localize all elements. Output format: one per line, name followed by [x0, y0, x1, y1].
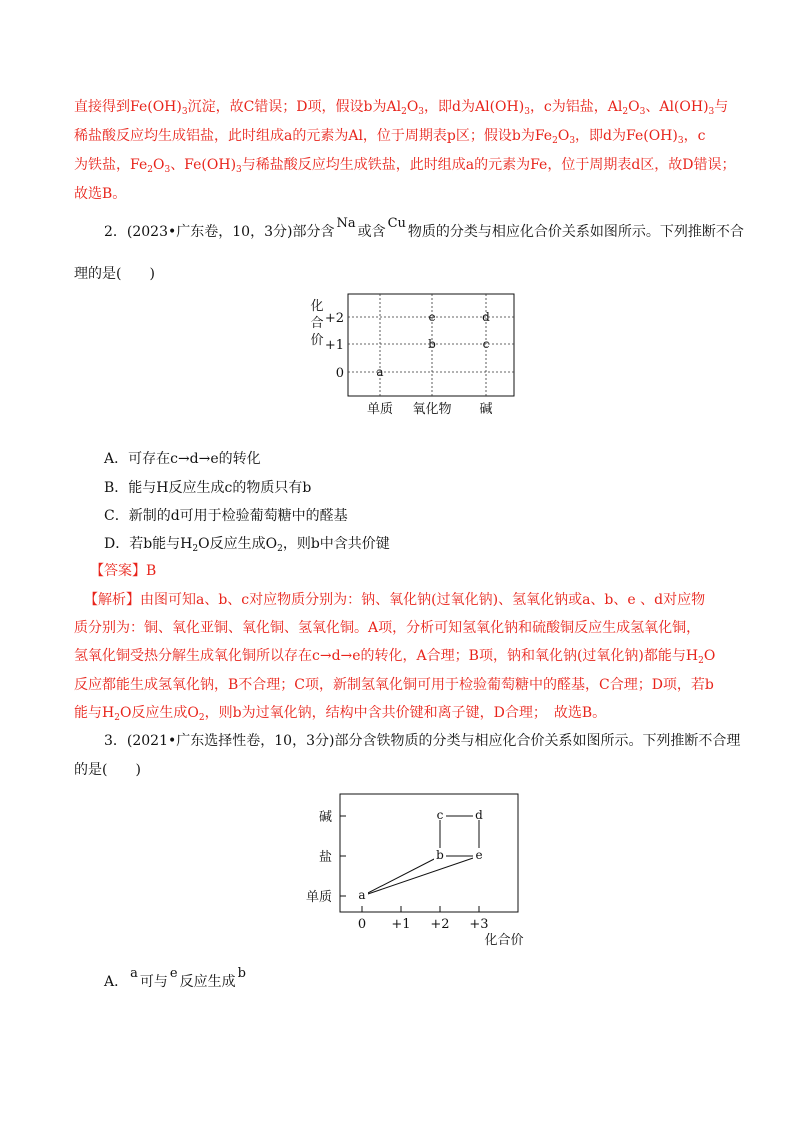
- q3-connection-line: [362, 856, 440, 896]
- q3-x-tick-label: 0: [357, 917, 367, 932]
- q2-analysis-2: 质分别为：铜、氧化亚铜、氧化铜、氢氧化铜。A项，分析可知氢氧化钠和硫酸铜反应生成氢氧化铜，: [74, 620, 701, 636]
- q2-point-b: b: [428, 337, 436, 351]
- q2-point-a: a: [376, 365, 384, 379]
- q2-x-tick-label: 单质: [366, 402, 394, 417]
- q2-y-axis-label-char: 合: [310, 316, 324, 331]
- q2-analysis-5: 能与$H_2O$反应生成$O_2$，则b为过氧化钠，结构中含共价键和离子键，D合理； 故选B。: [74, 705, 607, 723]
- analysis-line-1: 直接得到$Fe(OH)_3$沉淀，故C错误；D项，假设b为$Al_2O_3$，即d为$Al(OH)_3$，c为铝盐，$Al_2O_3$、$Al(OH)_3$与: [74, 99, 729, 117]
- q3-x-tick-label: +3: [469, 917, 489, 932]
- q2-option-c: C．新制的d可用于检验葡萄糖中的醛基: [104, 508, 348, 524]
- q3-x-tick-label: +2: [430, 917, 450, 932]
- q2-y-tick-label: +2: [324, 311, 344, 326]
- q3-stem-2: 的是( ): [74, 762, 141, 778]
- q2-x-tick-label: 碱: [479, 402, 493, 417]
- q3-y-tick-label: 单质: [305, 890, 332, 905]
- q2-point-e: e: [428, 310, 436, 324]
- q2-point-d: d: [482, 310, 490, 324]
- q2-stem-2: 理的是( ): [74, 266, 155, 282]
- q2-y-tick-label: 0: [335, 366, 344, 381]
- q2-analysis-4: 反应都能生成氢氧化钠，B不合理；C项，新制氢氧化铜可用于检验葡萄糖中的醛基，C合理；D项，若b: [74, 677, 714, 693]
- q2-y-axis-label-char: 价: [310, 333, 324, 348]
- q2-y-axis-label: [310, 299, 323, 348]
- q2-point-c: c: [482, 337, 490, 351]
- q3-point-b: b: [436, 848, 444, 862]
- q3-connection-line: [362, 856, 479, 896]
- q3-stem: 3．(2021•广东选择性卷，10，3分)部分含铁物质的分类与相应化合价关系如图所示。下列推断不合理: [104, 733, 741, 749]
- q2-y-tick-label: +1: [324, 338, 344, 353]
- q2-x-tick-label: 氧化物: [412, 402, 452, 417]
- q2-answer: 【答案】B: [90, 563, 157, 579]
- q2-analysis-3: 氢氧化铜受热分解生成氧化铜所以存在c→d→e的转化，A合理；B项，钠和氧化钠(过氧化钠)都能与$H_2O$: [74, 648, 716, 666]
- q3-x-tick-label: +1: [391, 917, 411, 932]
- q2-analysis-1: 【解析】由图可知a、b、c对应物质分别为：钠、氧化钠(过氧化钠)、氢氧化钠或a、b、e 、d对应物: [84, 592, 706, 608]
- q3-point-c: c: [436, 808, 444, 822]
- q3-y-tick-label: 盐: [318, 850, 332, 865]
- analysis-line-2: 稀盐酸反应均生成铝盐，此时组成a的元素为Al，位于周期表p区；假设b为$Fe_2O_3$，即d为$Fe(OH)_3$，c: [74, 128, 706, 146]
- q3-chart: [296, 786, 536, 956]
- q2-option-a: A．可存在c→d→e的转化: [104, 451, 261, 467]
- q3-y-tick-label: 碱: [318, 810, 332, 825]
- q2-option-b: B．能与H反应生成c的物质只有b: [104, 480, 312, 496]
- q3-option-a: A．a可与e反应生成b: [104, 966, 246, 990]
- q2-option-d: D．若b能与$H_2O$反应生成$O_2$，则b中含共价键: [104, 536, 390, 554]
- analysis-line-4: 故选B。: [74, 186, 127, 202]
- q2-chart: [290, 286, 530, 418]
- q2-stem: 2．(2023•广东卷，10，3分)部分含Na或含Cu物质的分类与相应化合价关系如图所示。下列推断不合: [104, 216, 744, 240]
- analysis-line-3: 为铁盐，$Fe_2O_3$、$Fe(OH)_3$与稀盐酸反应均生成铁盐，此时组成a的元素为Fe，位于周期表d区，故D错误；: [74, 157, 736, 175]
- q3-point-e: e: [475, 848, 483, 862]
- q3-point-a: a: [358, 888, 366, 902]
- q3-x-axis-label: 化合价: [484, 933, 524, 948]
- q3-point-d: d: [475, 808, 483, 822]
- q2-y-axis-label-char: 化: [310, 299, 324, 314]
